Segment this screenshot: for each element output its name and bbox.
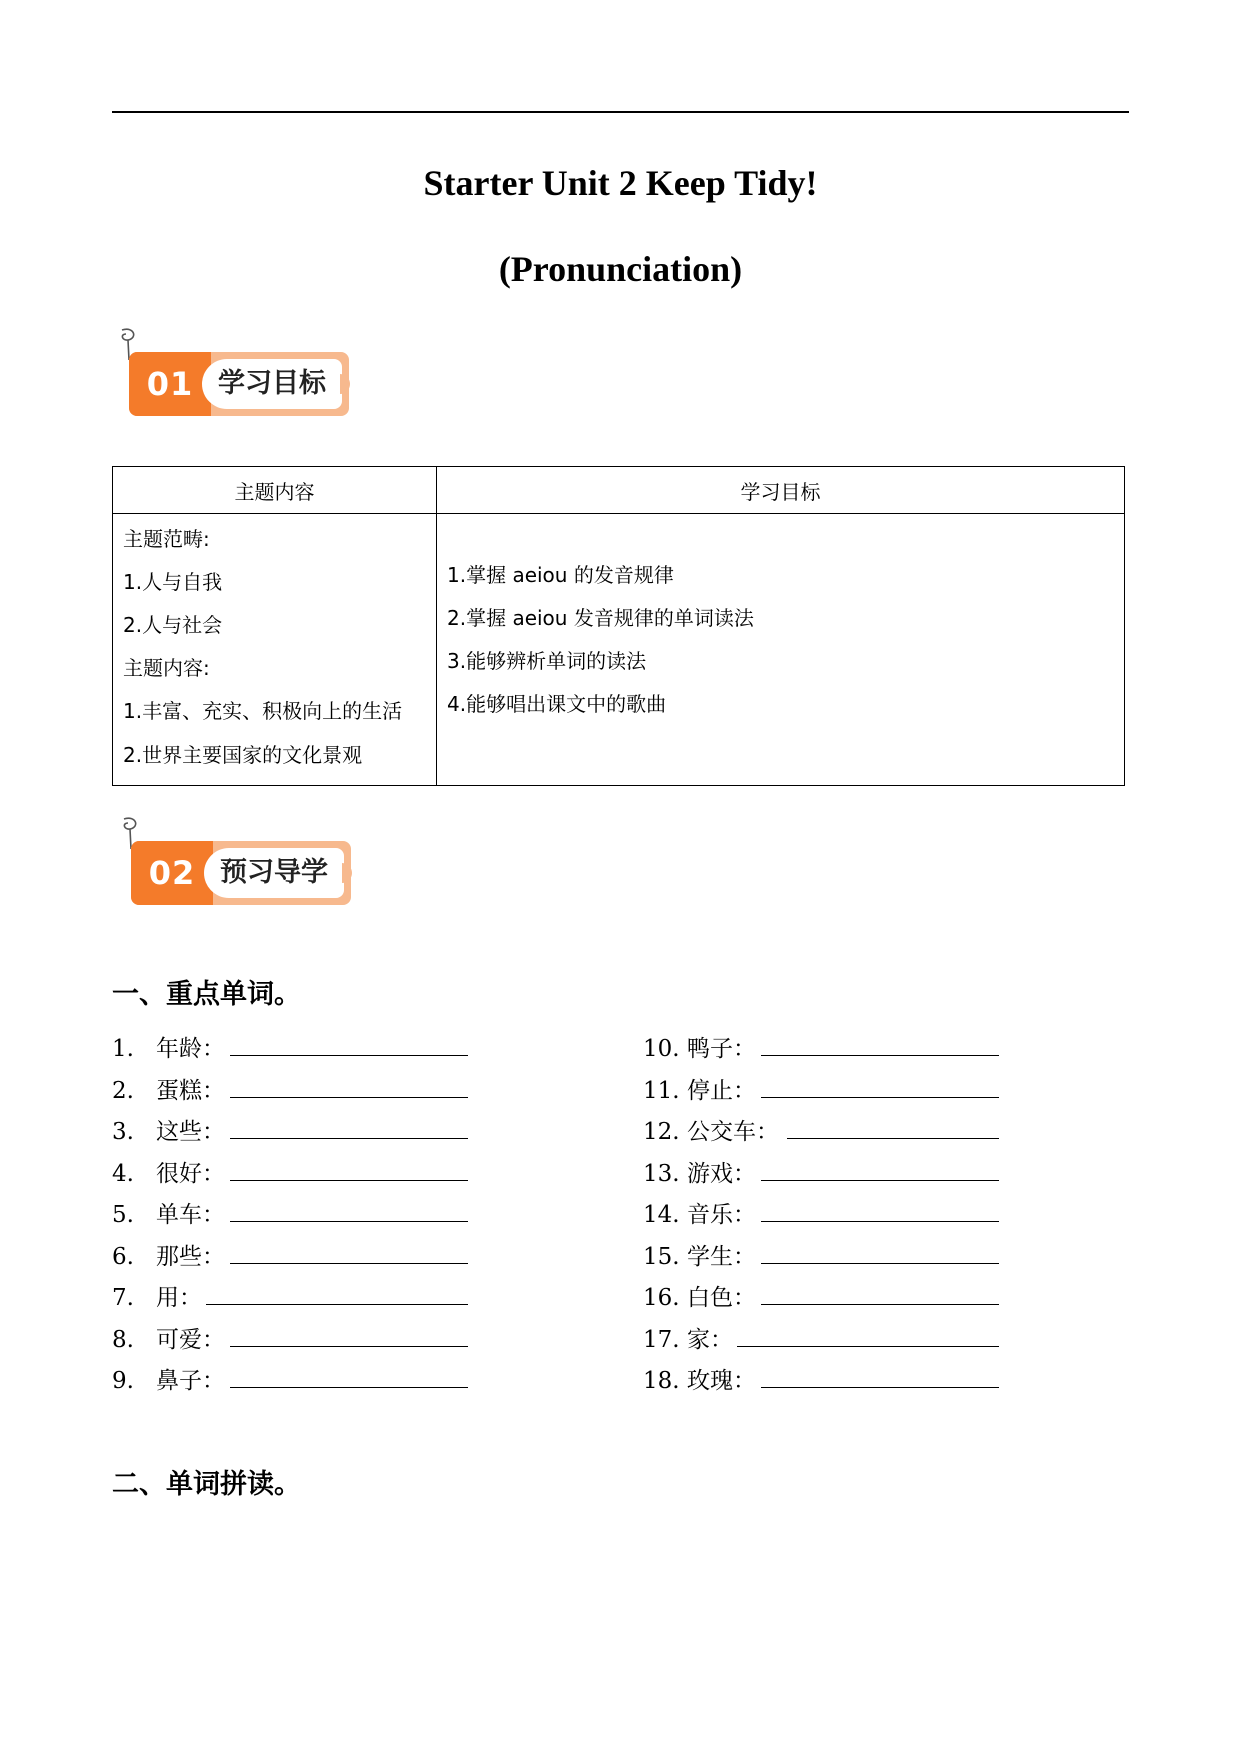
vocab-item xyxy=(643,1030,756,1060)
vocab-word: 家： xyxy=(687,1326,733,1353)
answer-blank[interactable] xyxy=(761,1097,999,1098)
vocab-item xyxy=(112,1030,225,1060)
vocab-item xyxy=(643,1279,756,1309)
vocab-item xyxy=(112,1321,225,1351)
header-rule xyxy=(112,111,1129,113)
scope-item: 2.人与社会 xyxy=(123,613,223,637)
answer-blank[interactable] xyxy=(761,1304,999,1305)
vocab-word: 这些： xyxy=(156,1119,225,1145)
vocab-number: 3. xyxy=(112,1119,134,1145)
vocab-item xyxy=(112,1196,225,1226)
vocab-number: 4. xyxy=(112,1160,134,1187)
vocab-number: 16. xyxy=(643,1285,680,1311)
vocab-word: 年龄： xyxy=(156,1036,225,1062)
vocab-word: 白色： xyxy=(687,1285,756,1311)
vocab-item xyxy=(643,1113,779,1143)
vocab-word: 鸭子： xyxy=(687,1036,756,1062)
content-label: 主题内容: xyxy=(123,656,210,680)
badge-label: 学习目标 xyxy=(202,359,342,409)
section-heading-key-words: 一、重点单词。 xyxy=(112,979,301,1010)
goal-item: 3.能够辨析单词的读法 xyxy=(447,649,647,673)
vocab-word: 玫瑰： xyxy=(687,1368,756,1394)
answer-blank[interactable] xyxy=(230,1138,468,1139)
answer-blank[interactable] xyxy=(206,1304,468,1305)
answer-blank[interactable] xyxy=(761,1387,999,1388)
content-item: 2.世界主要国家的文化景观 xyxy=(123,743,363,767)
table-header-topic: 主题内容 xyxy=(113,467,437,514)
vocab-word: 用： xyxy=(156,1285,202,1311)
vocab-word: 那些： xyxy=(156,1243,225,1270)
vocab-number: 15. xyxy=(643,1243,680,1270)
vocab-item xyxy=(643,1362,756,1392)
badge-number: 02 xyxy=(131,841,213,905)
content-item: 1.丰富、充实、积极向上的生活 xyxy=(123,699,403,723)
vocab-number: 6. xyxy=(112,1243,134,1270)
table-row xyxy=(113,514,1125,786)
answer-blank[interactable] xyxy=(737,1346,999,1347)
goal-item: 4.能够唱出课文中的歌曲 xyxy=(447,692,667,716)
objectives-table xyxy=(112,466,1125,786)
vocab-word: 很好： xyxy=(156,1160,225,1187)
goal-item: 2.掌握 aeiou 发音规律的单词读法 xyxy=(447,606,754,630)
section-badge-objectives xyxy=(112,328,352,418)
vocab-item xyxy=(643,1155,756,1185)
vocab-word: 蛋糕： xyxy=(156,1077,225,1104)
answer-blank[interactable] xyxy=(230,1346,468,1347)
vocab-number: 13. xyxy=(643,1160,680,1187)
vocab-number: 11. xyxy=(643,1077,680,1104)
vocab-item xyxy=(643,1238,756,1268)
table-header-goals: 学习目标 xyxy=(437,467,1125,514)
goal-item: 1.掌握 aeiou 的发音规律 xyxy=(447,563,674,587)
vocab-number: 17. xyxy=(643,1326,680,1353)
answer-blank[interactable] xyxy=(230,1387,468,1388)
vocab-number: 2. xyxy=(112,1077,134,1104)
vocab-item xyxy=(112,1279,202,1309)
vocab-item xyxy=(112,1155,225,1185)
vocab-word: 停止： xyxy=(687,1077,756,1104)
vocab-word: 学生： xyxy=(687,1243,756,1270)
section-heading-spelling: 二、单词拼读。 xyxy=(112,1469,301,1500)
scope-label: 主题范畴: xyxy=(123,527,210,551)
vocab-word: 游戏： xyxy=(687,1160,756,1187)
answer-blank[interactable] xyxy=(230,1180,468,1181)
vocab-item xyxy=(643,1072,756,1102)
vocab-word: 鼻子： xyxy=(156,1368,225,1394)
vocab-item xyxy=(643,1196,756,1226)
section-badge-preview xyxy=(114,817,354,907)
answer-blank[interactable] xyxy=(761,1055,999,1056)
vocab-number: 9. xyxy=(112,1368,134,1394)
topic-cell xyxy=(113,514,437,786)
badge-number: 01 xyxy=(129,352,211,416)
scope-item: 1.人与自我 xyxy=(123,570,223,594)
vocab-number: 5. xyxy=(112,1202,134,1228)
table-header-row xyxy=(113,467,1125,514)
vocab-word: 公交车： xyxy=(687,1119,779,1145)
vocab-list-left xyxy=(112,1030,472,1410)
vocab-number: 7. xyxy=(112,1285,134,1311)
vocab-word: 单车： xyxy=(156,1202,225,1228)
answer-blank[interactable] xyxy=(761,1221,999,1222)
vocab-item xyxy=(112,1072,225,1102)
answer-blank[interactable] xyxy=(230,1097,468,1098)
vocab-word: 可爱： xyxy=(156,1326,225,1353)
vocab-item xyxy=(643,1321,733,1351)
vocab-item xyxy=(112,1113,225,1143)
vocab-item xyxy=(112,1238,225,1268)
answer-blank[interactable] xyxy=(230,1055,468,1056)
answer-blank[interactable] xyxy=(761,1263,999,1264)
vocab-word: 音乐： xyxy=(687,1202,756,1228)
goals-cell xyxy=(437,514,1125,786)
answer-blank[interactable] xyxy=(230,1221,468,1222)
vocab-item xyxy=(112,1362,225,1392)
answer-blank[interactable] xyxy=(230,1263,468,1264)
vocab-number: 8. xyxy=(112,1326,134,1353)
answer-blank[interactable] xyxy=(761,1180,999,1181)
vocab-number: 1. xyxy=(112,1036,134,1062)
vocab-number: 14. xyxy=(643,1202,680,1228)
vocab-list-right xyxy=(643,1030,1003,1410)
vocab-number: 12. xyxy=(643,1119,680,1145)
page-subtitle: (Pronunciation) xyxy=(498,249,743,289)
vocab-number: 18. xyxy=(643,1368,680,1394)
badge-label: 预习导学 xyxy=(204,848,344,898)
answer-blank[interactable] xyxy=(787,1138,999,1139)
vocab-number: 10. xyxy=(643,1036,680,1062)
page-title: Starter Unit 2 Keep Tidy! xyxy=(423,163,818,203)
